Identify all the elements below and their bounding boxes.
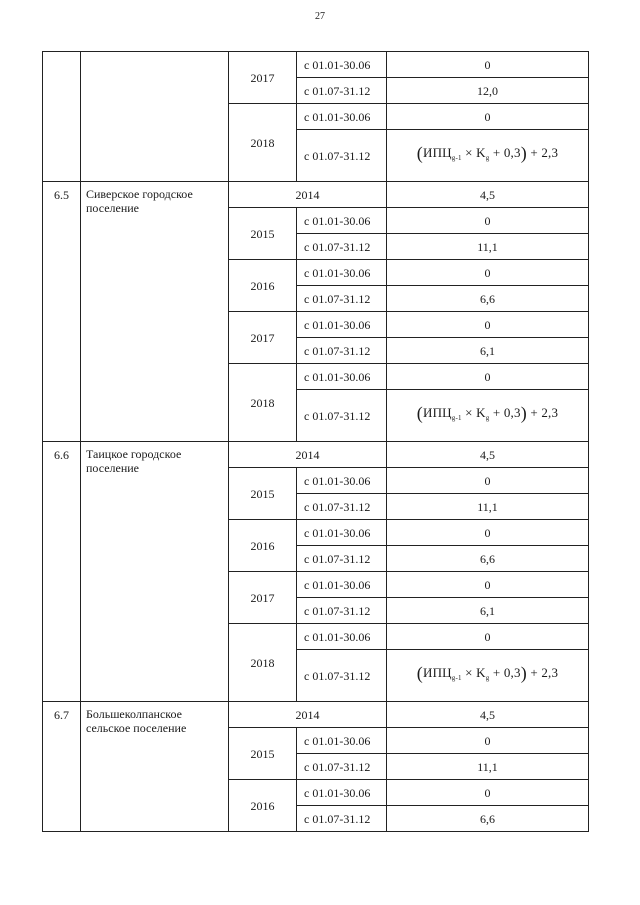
period-label: с 01.07-31.12 xyxy=(304,148,371,163)
period-cell xyxy=(296,493,387,520)
settlement-name-cell xyxy=(80,701,229,832)
row-number-cell xyxy=(42,701,81,832)
period-cell xyxy=(296,363,387,390)
period-cell xyxy=(296,623,387,650)
period-cell xyxy=(296,207,387,234)
formula-k: K xyxy=(476,665,486,680)
value-cell xyxy=(386,311,589,338)
value-cell xyxy=(386,545,589,572)
formula-ipc: ИПЦ xyxy=(422,145,452,160)
period-label: с 01.01-30.06 xyxy=(304,109,371,124)
value-cell xyxy=(386,727,589,754)
base-value: 4,5 xyxy=(480,187,495,202)
formula-open-paren: ( xyxy=(416,143,423,163)
base-value: 4,5 xyxy=(480,447,495,462)
period-cell xyxy=(296,727,387,754)
year-cell xyxy=(228,571,297,624)
formula-open-paren: ( xyxy=(416,663,423,683)
formula-inner-tail: + 0,3 xyxy=(489,405,521,420)
value-cell xyxy=(386,51,589,78)
value-cell xyxy=(386,493,589,520)
period-cell xyxy=(296,779,387,806)
year-label: 2016 xyxy=(250,538,275,553)
year-label: 2018 xyxy=(250,135,275,150)
row-number-cell xyxy=(42,441,81,702)
tariff-value: 0 xyxy=(484,629,491,644)
tariff-value: 6,6 xyxy=(480,291,495,306)
formula-outer-tail: + 2,3 xyxy=(526,405,559,420)
period-cell xyxy=(296,259,387,286)
formula-inner-tail: + 0,3 xyxy=(489,145,521,160)
year-cell xyxy=(228,207,297,260)
period-cell xyxy=(296,77,387,104)
base-year-cell xyxy=(228,181,387,208)
formula-k-subscript: g xyxy=(485,414,490,422)
value-cell xyxy=(386,77,589,104)
tariff-value: 0 xyxy=(484,577,491,592)
year-label: 2015 xyxy=(250,486,275,501)
formula-ipc-subscript: g-1 xyxy=(451,154,462,162)
year-label: 2016 xyxy=(250,278,275,293)
formula-outer-tail: + 2,3 xyxy=(526,145,559,160)
value-cell xyxy=(386,467,589,494)
year-label: 2015 xyxy=(250,226,275,241)
formula-k-subscript: g xyxy=(485,154,490,162)
value-cell xyxy=(386,701,589,728)
year-cell xyxy=(228,779,297,832)
formula-close-paren: ) xyxy=(520,403,527,423)
value-cell xyxy=(386,233,589,260)
value-cell xyxy=(386,363,589,390)
formula-close-paren: ) xyxy=(520,663,527,683)
year-cell xyxy=(228,311,297,364)
base-year-cell xyxy=(228,441,387,468)
year-label: 2017 xyxy=(250,590,275,605)
period-cell xyxy=(296,311,387,338)
base-year-cell xyxy=(228,701,387,728)
tariff-value: 0 xyxy=(484,369,491,384)
tariff-value: 0 xyxy=(484,265,491,280)
formula-ipc-subscript: g-1 xyxy=(451,414,462,422)
value-cell xyxy=(386,389,589,442)
year-cell xyxy=(228,519,297,572)
year-label: 2015 xyxy=(250,746,275,761)
period-cell xyxy=(296,337,387,364)
year-cell xyxy=(228,623,297,702)
settlement-name: Сиверское городское поселение xyxy=(86,187,193,215)
year-cell xyxy=(228,467,297,520)
settlement-name-cell xyxy=(80,181,229,442)
period-label: с 01.07-31.12 xyxy=(304,291,371,306)
tariff-value: 6,1 xyxy=(480,343,495,358)
year-cell xyxy=(228,363,297,442)
formula-k-subscript: g xyxy=(485,674,490,682)
period-cell xyxy=(296,285,387,312)
period-cell xyxy=(296,597,387,624)
settlement-name: Таицкое городское поселение xyxy=(86,447,182,475)
period-cell xyxy=(296,571,387,598)
tariff-value: 0 xyxy=(484,785,491,800)
period-label: с 01.01-30.06 xyxy=(304,733,371,748)
value-cell xyxy=(386,103,589,130)
base-year-label: 2014 xyxy=(295,187,320,202)
settlement-name-cell xyxy=(80,51,229,182)
year-label: 2018 xyxy=(250,395,275,410)
value-cell xyxy=(386,441,589,468)
tariff-value: 0 xyxy=(484,733,491,748)
formula-ipc: ИПЦ xyxy=(422,665,452,680)
value-cell xyxy=(386,597,589,624)
period-label: с 01.01-30.06 xyxy=(304,369,371,384)
period-label: с 01.01-30.06 xyxy=(304,577,371,592)
tariff-value: 0 xyxy=(484,473,491,488)
tariff-formula xyxy=(416,403,559,425)
row-number: 6.7 xyxy=(54,708,69,722)
period-label: с 01.01-30.06 xyxy=(304,473,371,488)
year-cell xyxy=(228,727,297,780)
period-label: с 01.01-30.06 xyxy=(304,629,371,644)
value-cell xyxy=(386,207,589,234)
row-number-cell xyxy=(42,181,81,442)
period-label: с 01.01-30.06 xyxy=(304,785,371,800)
year-label: 2017 xyxy=(250,330,275,345)
year-cell xyxy=(228,103,297,182)
year-label: 2016 xyxy=(250,798,275,813)
formula-ipc-subscript: g-1 xyxy=(451,674,462,682)
period-cell xyxy=(296,51,387,78)
period-label: с 01.07-31.12 xyxy=(304,603,371,618)
period-label: с 01.07-31.12 xyxy=(304,668,371,683)
row-number: 6.5 xyxy=(54,188,69,202)
base-value: 4,5 xyxy=(480,707,495,722)
value-cell xyxy=(386,259,589,286)
formula-ipc: ИПЦ xyxy=(422,405,452,420)
value-cell xyxy=(386,649,589,702)
period-cell xyxy=(296,233,387,260)
period-label: с 01.01-30.06 xyxy=(304,317,371,332)
formula-inner-tail: + 0,3 xyxy=(489,665,521,680)
period-cell xyxy=(296,103,387,130)
period-label: с 01.07-31.12 xyxy=(304,343,371,358)
value-cell xyxy=(386,571,589,598)
tariff-formula xyxy=(416,663,559,685)
row-number: 6.6 xyxy=(54,448,69,462)
value-cell xyxy=(386,519,589,546)
tariff-value: 11,1 xyxy=(477,499,498,514)
value-cell xyxy=(386,623,589,650)
period-cell xyxy=(296,649,387,702)
period-label: с 01.01-30.06 xyxy=(304,213,371,228)
period-cell xyxy=(296,129,387,182)
period-cell xyxy=(296,389,387,442)
period-cell xyxy=(296,545,387,572)
year-cell xyxy=(228,51,297,104)
value-cell xyxy=(386,181,589,208)
formula-k: K xyxy=(476,145,486,160)
value-cell xyxy=(386,337,589,364)
tariff-value: 6,6 xyxy=(480,551,495,566)
formula-outer-tail: + 2,3 xyxy=(526,665,559,680)
value-cell xyxy=(386,129,589,182)
period-cell xyxy=(296,753,387,780)
period-label: с 01.07-31.12 xyxy=(304,551,371,566)
formula-open-paren: ( xyxy=(416,403,423,423)
period-label: с 01.01-30.06 xyxy=(304,57,371,72)
value-cell xyxy=(386,753,589,780)
period-cell xyxy=(296,467,387,494)
period-label: с 01.07-31.12 xyxy=(304,408,371,423)
period-label: с 01.01-30.06 xyxy=(304,265,371,280)
row-number-cell xyxy=(42,51,81,182)
base-year-label: 2014 xyxy=(295,707,320,722)
period-label: с 01.07-31.12 xyxy=(304,239,371,254)
tariff-value: 0 xyxy=(484,525,491,540)
tariff-value: 0 xyxy=(484,317,491,332)
value-cell xyxy=(386,779,589,806)
year-label: 2018 xyxy=(250,655,275,670)
tariff-value: 0 xyxy=(484,213,491,228)
tariff-value: 6,1 xyxy=(480,603,495,618)
settlement-name-cell xyxy=(80,441,229,702)
period-label: с 01.07-31.12 xyxy=(304,811,371,826)
tariff-value: 11,1 xyxy=(477,239,498,254)
tariff-value: 11,1 xyxy=(477,759,498,774)
period-cell xyxy=(296,805,387,832)
tariff-value: 6,6 xyxy=(480,811,495,826)
period-label: с 01.07-31.12 xyxy=(304,759,371,774)
formula-times: × xyxy=(461,405,477,420)
period-cell xyxy=(296,519,387,546)
tariff-value: 0 xyxy=(484,57,491,72)
tariff-formula xyxy=(416,143,559,165)
period-label: с 01.01-30.06 xyxy=(304,525,371,540)
formula-times: × xyxy=(461,665,477,680)
settlement-name: Большеколпанское сельское поселение xyxy=(86,707,187,735)
value-cell xyxy=(386,805,589,832)
tariff-value: 12,0 xyxy=(477,83,498,98)
page-number: 27 xyxy=(315,11,325,22)
period-label: с 01.07-31.12 xyxy=(304,83,371,98)
formula-times: × xyxy=(461,145,477,160)
tariff-value: 0 xyxy=(484,109,491,124)
value-cell xyxy=(386,285,589,312)
year-label: 2017 xyxy=(250,70,275,85)
formula-k: K xyxy=(476,405,486,420)
base-year-label: 2014 xyxy=(295,447,320,462)
formula-close-paren: ) xyxy=(520,143,527,163)
period-label: с 01.07-31.12 xyxy=(304,499,371,514)
year-cell xyxy=(228,259,297,312)
